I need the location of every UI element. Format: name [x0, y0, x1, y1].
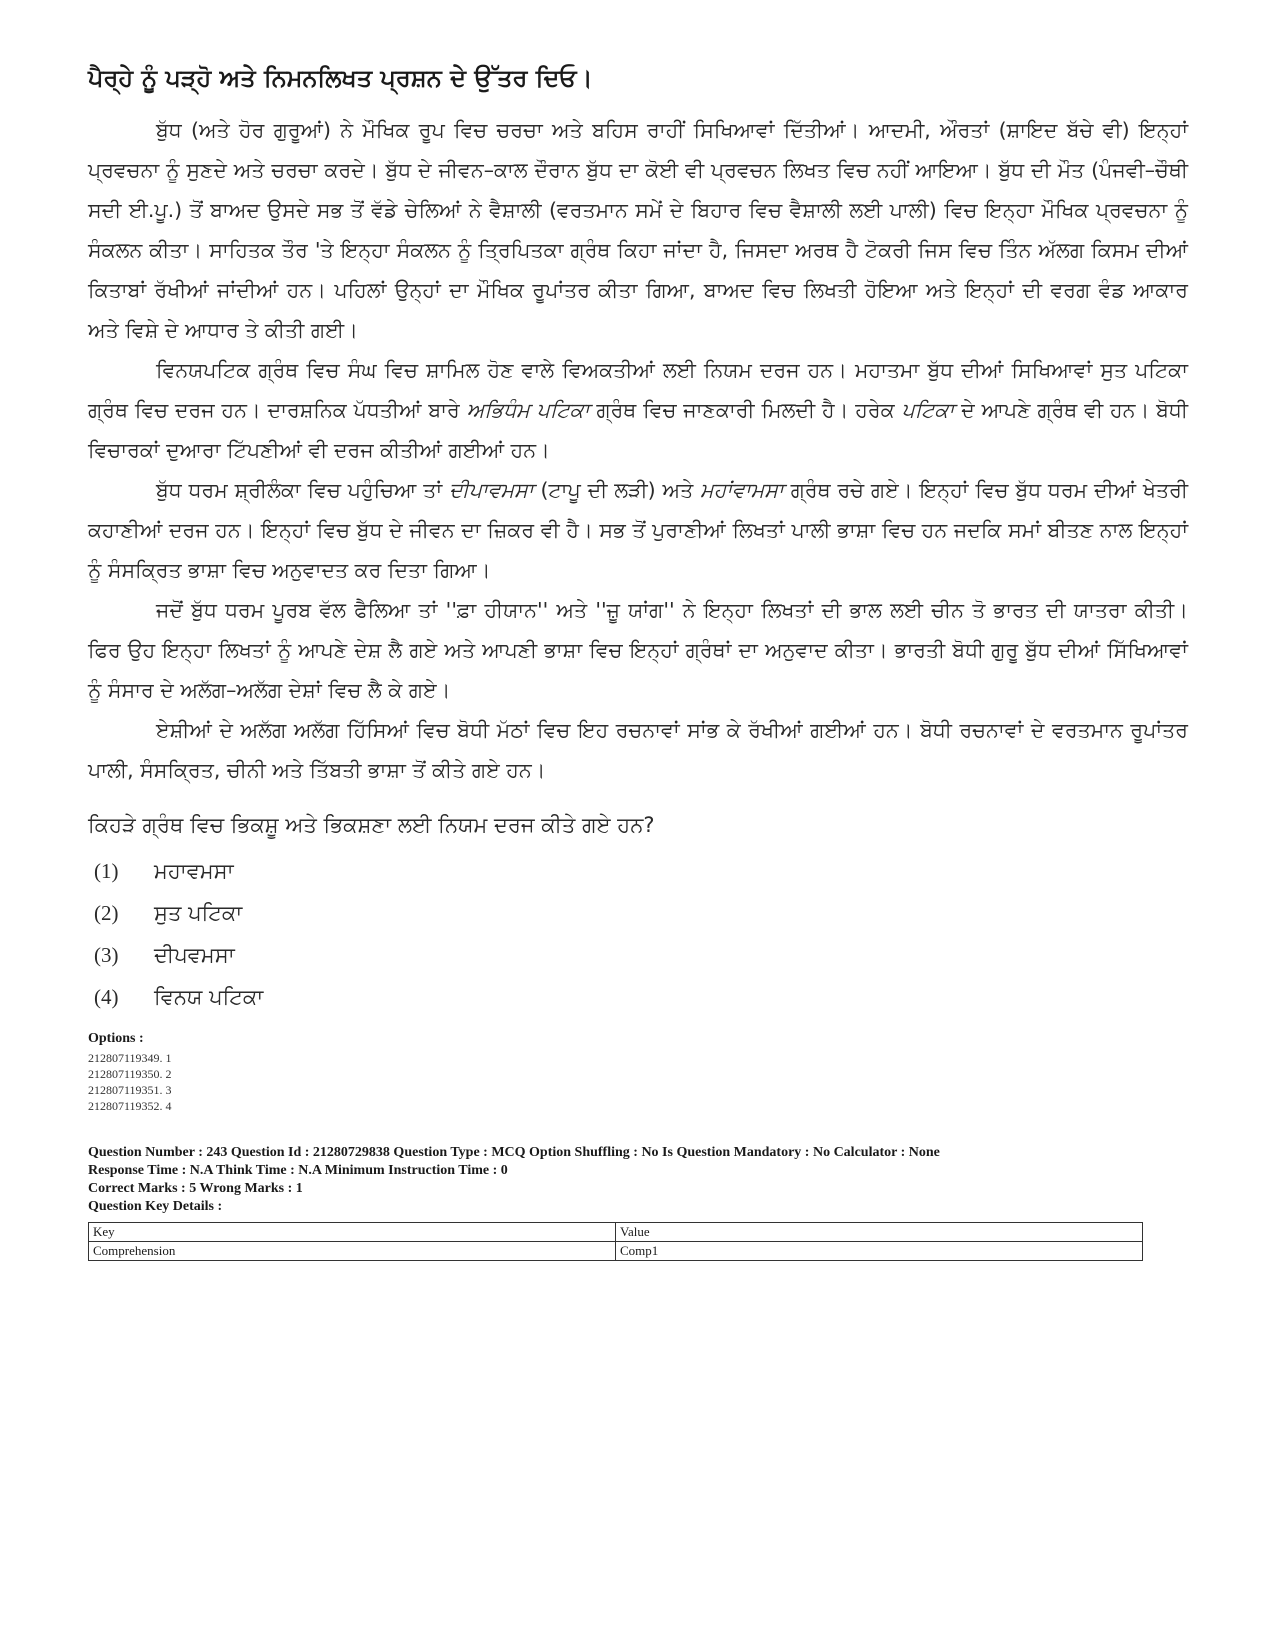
metadata-line-timing: Response Time : N.A Think Time : N.A Minimum Instruction Time : 0	[88, 1163, 508, 1178]
option-text: ਸੁਤ ਪਟਿਕਾ	[154, 901, 243, 925]
passage-paragraph-4: ਜਦੋਂ ਬੁੱਧ ਧਰਮ ਪੂਰਬ ਵੱਲ ਫੈਲਿਆ ਤਾਂ ''ਫ਼ਾ ਹੀਯਾਨ'' ਅਤੇ ''ਜ਼ੂ ਯਾਂਗ'' ਨੇ ਇਨ੍ਹਾ ਲਿਖਤਾਂ ਦੀ ਭਾਲ ਲਈ ਚੀਨ ਤੋ ਭਾਰਤ ਦੀ ਯਾਤਰਾ ਕੀਤੀ। ਫਿਰ ਉਹ ਇਨ੍ਹਾ ਲਿਖਤਾਂ ਨੂੰ ਆਪਣੇ ਦੇਸ਼ ਲੈ ਗਏ ਅਤੇ ਆਪਣੀ ਭਾਸ਼ਾ ਵਿਚ ਇਨ੍ਹਾਂ ਗ੍ਰੰਥਾਂ ਦਾ ਅਨੁਵਾਦ ਕੀਤਾ। ਭਾਰਤੀ ਬੋਧੀ ਗੁਰੂ ਬੁੱਧ ਦੀਆਂ ਸਿੱਖਿਆਵਾਂ ਨੂੰ ਸੰਸਾਰ ਦੇ ਅਲੱਗ–ਅਲੱਗ ਦੇਸ਼ਾਂ ਵਿਚ ਲੈ ਕੇ ਗਏ।	[88, 598, 1188, 702]
question-page	[88, 60, 1188, 1261]
paragraph-2-text-c: ਦੇ ਆਪਣੇ ਗ੍ਰੰਥ ਵੀ ਹਨ। ਬੋਧੀ ਵਿਚਾਰਕਾਂ ਦੁਆਰਾ ਟਿੱਪਣੀਆਂ ਵੀ ਦਰਜ ਕੀਤੀਆਂ ਗਈਆਂ ਹਨ।	[88, 398, 1189, 462]
paragraph-3-emphasis-1: ਦੀਪਾਵਮਸਾ	[449, 478, 534, 502]
paragraph-3-emphasis-2: ਮਹਾਂਵਾਮਸਾ	[700, 478, 784, 502]
passage-paragraph-1: ਬੁੱਧ (ਅਤੇ ਹੋਰ ਗੁਰੂਆਂ) ਨੇ ਮੌਖਿਕ ਰੂਪ ਵਿਚ ਚਰਚਾ ਅਤੇ ਬਹਿਸ ਰਾਹੀਂ ਸਿਖਿਆਵਾਂ ਦਿੱਤੀਆਂ। ਆਦਮੀ, ਔਰਤਾਂ (ਸ਼ਾਇਦ ਬੱਚੇ ਵੀ) ਇਨ੍ਹਾਂ ਪ੍ਰਵਚਨਾ ਨੂੰ ਸੁਣਦੇ ਅਤੇ ਚਰਚਾ ਕਰਦੇ। ਬੁੱਧ ਦੇ ਜੀਵਨ–ਕਾਲ ਦੌਰਾਨ ਬੁੱਧ ਦਾ ਕੋਈ ਵੀ ਪ੍ਰਵਚਨ ਲਿਖਤ ਵਿਚ ਨਹੀਂ ਆਇਆ। ਬੁੱਧ ਦੀ ਮੌਤ (ਪੰਜਵੀ–ਚੌਥੀ ਸਦੀ ਈ.ਪੂ.) ਤੋਂ ਬਾਅਦ ਉਸਦੇ ਸਭ ਤੋਂ ਵੱਡੇ ਚੇਲਿਆਂ ਨੇ ਵੈਸ਼ਾਲੀ (ਵਰਤਮਾਨ ਸਮੇਂ ਦੇ ਬਿਹਾਰ ਵਿਚ ਵੈਸ਼ਾਲੀ ਲਈ ਪਾਲੀ) ਵਿਚ ਇਨ੍ਹਾ ਮੌਖਿਕ ਪ੍ਰਵਚਨਾ ਨੂੰ ਸੰਕਲਨ ਕੀਤਾ। ਸਾਹਿਤਕ ਤੌਰ 'ਤੇ ਇਨ੍ਹਾ ਸੰਕਲਨ ਨੂੰ ਤ੍ਰਿਪਿਤਕਾ ਗ੍ਰੰਥ ਕਿਹਾ ਜਾਂਦਾ ਹੈ, ਜਿਸਦਾ ਅਰਥ ਹੈ ਟੋਕਰੀ ਜਿਸ ਵਿਚ ਤਿੰਨ ਅੱਲਗ ਕਿਸਮ ਦੀਆਂ ਕਿਤਾਬਾਂ ਰੱਖੀਆਂ ਜਾਂਦੀਆਂ ਹਨ। ਪਹਿਲਾਂ ਉਨ੍ਹਾਂ ਦਾ ਮੌਖਿਕ ਰੂਪਾਂਤਰ ਕੀਤਾ ਗਿਆ, ਬਾਅਦ ਵਿਚ ਲਿਖਤੀ ਹੋਇਆ ਅਤੇ ਇਨ੍ਹਾਂ ਦੀ ਵਰਗ ਵੰਡ ਆਕਾਰ ਅਤੇ ਵਿਸ਼ੇ ਦੇ ਆਧਾਰ ਤੇ ਕੀਤੀ ਗਈ।	[88, 118, 1188, 342]
question-text: ਕਿਹੜੇ ਗ੍ਰੰਥ ਵਿਚ ਭਿਕਸ਼ੂ ਅਤੇ ਭਿਕਸ਼ਣਾ ਲਈ ਨਿਯਮ ਦਰਜ ਕੀਤੇ ਗਏ ਹਨ?	[88, 813, 655, 837]
option-id-list	[88, 1050, 1188, 1114]
table-row	[89, 1242, 1143, 1261]
question-key-table	[88, 1222, 1143, 1261]
table-header-value: Value	[616, 1223, 1143, 1242]
metadata-line-question-info: Question Number : 243 Question Id : 21280729838 Question Type : MCQ Option Shuffling : No Is Question Mandatory : No Calculator : None	[88, 1145, 940, 1160]
option-text: ਦੀਪਵਮਸਾ	[154, 943, 235, 967]
options-label: Options :	[88, 1031, 144, 1046]
option-text: ਮਹਾਵਮਸਾ	[154, 859, 234, 883]
answer-option-4[interactable]	[88, 976, 1188, 1018]
answer-option-1[interactable]	[88, 850, 1188, 892]
paragraph-2-text-b: ਗ੍ਰੰਥ ਵਿਚ ਜਾਣਕਾਰੀ ਮਿਲਦੀ ਹੈ। ਹਰੇਕ	[589, 398, 902, 422]
paragraph-2-emphasis-1: ਅਭਿਧੰਮ ਪਟਿਕਾ	[466, 398, 590, 422]
option-number: (3)	[94, 943, 119, 967]
option-id: 212807119350. 2	[88, 1067, 172, 1081]
table-cell-key: Comprehension	[89, 1242, 616, 1261]
passage-paragraph-2	[88, 350, 1188, 470]
table-header-key: Key	[89, 1223, 616, 1242]
option-id: 212807119352. 4	[88, 1099, 172, 1113]
option-number: (4)	[94, 985, 119, 1009]
answer-option-2[interactable]	[88, 892, 1188, 934]
paragraph-3-text-c: ਗ੍ਰੰਥ ਰਚੇ ਗਏ। ਇਨ੍ਹਾਂ ਵਿਚ ਬੁੱਧ ਧਰਮ ਦੀਆਂ ਖੇਤਰੀ ਕਹਾਣੀਆਂ ਦਰਜ ਹਨ। ਇਨ੍ਹਾਂ ਵਿਚ ਬੁੱਧ ਦੇ ਜੀਵਨ ਦਾ ਜ਼ਿਕਰ ਵੀ ਹੈ। ਸਭ ਤੋਂ ਪੁਰਾਣੀਆਂ ਲਿਖਤਾਂ ਪਾਲੀ ਭਾਸ਼ਾ ਵਿਚ ਹਨ ਜਦਕਿ ਸਮਾਂ ਬੀਤਣ ਨਾਲ ਇਨ੍ਹਾਂ ਨੂੰ ਸੰਸਕ੍ਰਿਤ ਭਾਸ਼ਾ ਵਿਚ ਅਨੁਵਾਦਤ ਕਰ ਦਿਤਾ ਗਿਆ।	[88, 478, 1189, 582]
option-number: (1)	[94, 859, 119, 883]
passage-heading: ਪੈਰ੍ਹੇ ਨੂੰ ਪੜ੍ਹੋ ਅਤੇ ਨਿਮਨਲਿਖਤ ਪ੍ਰਸ਼ਨ ਦੇ ਉੱਤਰ ਦਿਓ।	[88, 64, 593, 92]
metadata-line-key-details: Question Key Details :	[88, 1199, 223, 1214]
table-header-row	[89, 1223, 1143, 1242]
table-cell-value: Comp1	[616, 1242, 1143, 1261]
metadata-line-marks: Correct Marks : 5 Wrong Marks : 1	[88, 1181, 303, 1196]
option-id: 212807119349. 1	[88, 1051, 172, 1065]
option-text: ਵਿਨਯ ਪਟਿਕਾ	[154, 985, 264, 1009]
option-id: 212807119351. 3	[88, 1083, 172, 1097]
passage-paragraph-3	[88, 470, 1188, 590]
option-number: (2)	[94, 901, 119, 925]
paragraph-2-text-a: ਵਿਨਯਪਟਿਕ ਗ੍ਰੰਥ ਵਿਚ ਸੰਘ ਵਿਚ ਸ਼ਾਮਿਲ ਹੋਣ ਵਾਲੇ ਵਿਅਕਤੀਆਂ ਲਈ ਨਿਯਮ ਦਰਜ ਹਨ। ਮਹਾਤਮਾ ਬੁੱਧ ਦੀਆਂ ਸਿਖਿਆਵਾਂ ਸੁਤ ਪਟਿਕਾ ਗ੍ਰੰਥ ਵਿਚ ਦਰਜ ਹਨ। ਦਾਰਸ਼ਨਿਕ ਪੱਧਤੀਆਂ ਬਾਰੇ	[88, 358, 1188, 422]
question-metadata	[88, 1144, 1188, 1216]
answer-options	[88, 850, 1188, 1018]
paragraph-3-text-a: ਬੁੱਧ ਧਰਮ ਸ਼੍ਰੀਲੰਕਾ ਵਿਚ ਪਹੁੰਚਿਆ ਤਾਂ	[156, 478, 449, 502]
paragraph-3-text-b: (ਟਾਪੂ ਦੀ ਲੜੀ) ਅਤੇ	[533, 478, 701, 502]
paragraph-2-emphasis-2: ਪਟਿਕਾ	[901, 398, 955, 422]
answer-option-3[interactable]	[88, 934, 1188, 976]
passage-paragraph-5: ਏਸ਼ੀਆਂ ਦੇ ਅਲੱਗ ਅਲੱਗ ਹਿੱਸਿਆਂ ਵਿਚ ਬੋਧੀ ਮੱਠਾਂ ਵਿਚ ਇਹ ਰਚਨਾਵਾਂ ਸਾਂਭ ਕੇ ਰੱਖੀਆਂ ਗਈਆਂ ਹਨ। ਬੋਧੀ ਰਚਨਾਵਾਂ ਦੇ ਵਰਤਮਾਨ ਰੂਪਾਂਤਰ ਪਾਲੀ, ਸੰਸਕ੍ਰਿਤ, ਚੀਨੀ ਅਤੇ ਤਿੱਬਤੀ ਭਾਸ਼ਾ ਤੋਂ ਕੀਤੇ ਗਏ ਹਨ।	[88, 718, 1188, 782]
